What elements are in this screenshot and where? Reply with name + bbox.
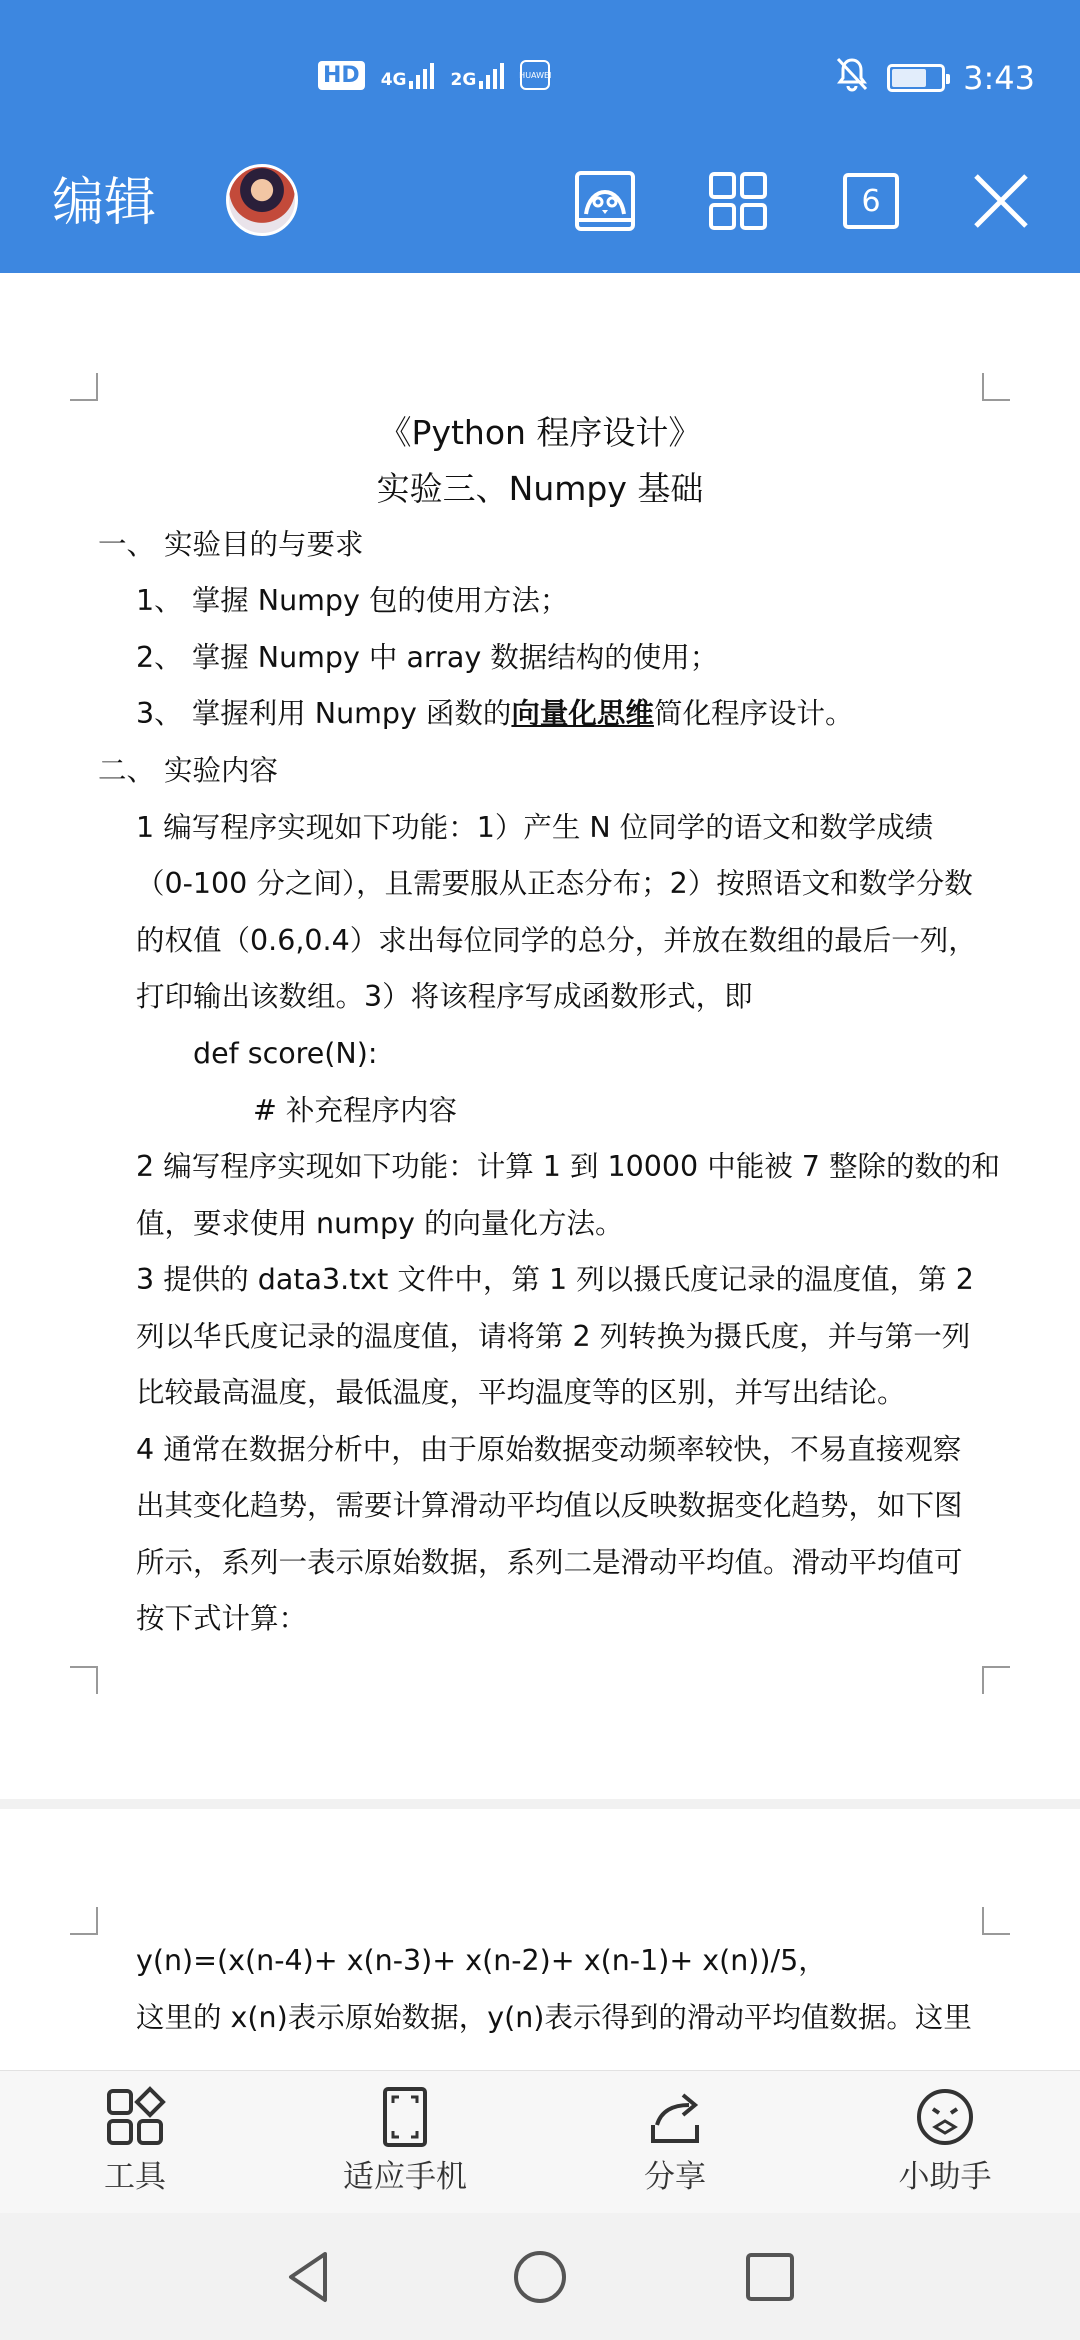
tools-icon (103, 2085, 167, 2149)
paragraph-line: 按下式计算： (136, 1602, 308, 1635)
crop-mark (70, 373, 98, 401)
list-item: 1、 掌握 Numpy 包的使用方法； (136, 584, 569, 617)
code-comment: # 补充程序内容 (253, 1094, 457, 1127)
section-heading: 一、 实验目的与要求 (98, 528, 364, 561)
avatar[interactable] (226, 164, 298, 236)
list-item-text: 简化程序设计。 (653, 697, 854, 730)
document-view[interactable] (0, 273, 1080, 2070)
bird-icon[interactable] (572, 168, 638, 234)
signal-2g (450, 61, 504, 89)
signal-bars-icon (409, 61, 434, 89)
crop-mark (70, 1666, 98, 1694)
crop-mark (70, 1907, 98, 1935)
share-label: 分享 (644, 2159, 706, 2195)
clock: 3:43 (963, 59, 1035, 97)
crop-mark (982, 1907, 1010, 1935)
doc-subtitle: 实验三、Numpy 基础 (376, 469, 704, 508)
assistant-icon (913, 2085, 977, 2149)
paragraph-line: 的权值（0.6,0.4）求出每位同学的总分，并放在数组的最后一列， (136, 924, 977, 957)
document-page (0, 273, 1080, 1799)
code-line: def score(N): (193, 1037, 378, 1070)
paragraph-line: （0-100 分之间），且需要服从正态分布；2）按照语文和数学分数 (136, 867, 973, 900)
grid-icon[interactable] (705, 168, 771, 234)
huawei-icon: HUAWEI (520, 60, 550, 90)
paragraph-line: 3 提供的 data3.txt 文件中，第 1 列以摄氏度记录的温度值，第 2 (136, 1263, 974, 1296)
doc-title: 《Python 程序设计》 (378, 413, 702, 452)
recents-icon[interactable] (740, 2247, 800, 2307)
network-indicators (318, 60, 550, 90)
paragraph-line: 打印输出该数组。3）将该程序写成函数形式，即 (136, 980, 753, 1013)
fit-phone-label: 适应手机 (343, 2159, 467, 2195)
back-icon[interactable] (280, 2247, 340, 2307)
paragraph-line: 列以华氏度记录的温度值，请将第 2 列转换为摄氏度，并与第一列 (136, 1320, 971, 1353)
paragraph-line: 所示，系列一表示原始数据，系列二是滑动平均值。滑动平均值可 (136, 1546, 963, 1579)
home-icon[interactable] (510, 2247, 570, 2307)
paragraph-line: 出其变化趋势，需要计算滑动平均值以反映数据变化趋势，如下图 (136, 1489, 963, 1522)
assistant-label: 小助手 (898, 2159, 992, 2195)
paragraph-line: 1 编写程序实现如下功能：1）产生 N 位同学的语文和数学成绩 (136, 811, 934, 844)
share-button[interactable] (575, 2085, 775, 2197)
formula-line: y(n)=(x(n-4)+ x(n-3)+ x(n-2)+ x(n-1)+ x(n))/5， (136, 1944, 827, 1977)
assistant-button[interactable] (845, 2085, 1045, 2197)
bottom-toolbar (0, 2070, 1080, 2213)
network-label-4g: 4G (380, 70, 407, 90)
document-page (0, 1809, 1080, 2070)
page-count-button[interactable] (838, 168, 904, 234)
list-item (136, 694, 853, 734)
paragraph-line: 值，要求使用 numpy 的向量化方法。 (136, 1207, 624, 1240)
paragraph-line: 比较最高温度，最低温度，平均温度等的区别，并写出结论。 (136, 1376, 906, 1409)
share-icon (643, 2085, 707, 2149)
crop-mark (982, 373, 1010, 401)
list-item: 2、 掌握 Numpy 中 array 数据结构的使用； (136, 641, 719, 674)
paragraph-line: 4 通常在数据分析中，由于原始数据变动频率较快，不易直接观察 (136, 1433, 962, 1466)
edit-button[interactable]: 编辑 (52, 173, 157, 233)
network-label-2g: 2G (450, 70, 477, 90)
mute-icon (835, 56, 869, 100)
signal-4g (381, 61, 435, 89)
battery-icon (887, 64, 945, 92)
app-bar (0, 150, 1080, 273)
fit-phone-button[interactable] (305, 2085, 505, 2197)
list-item-text: 3、 掌握利用 Numpy 函数的 (136, 697, 512, 730)
fit-screen-icon (373, 2085, 437, 2149)
paragraph-line: 2 编写程序实现如下功能：计算 1 到 10000 中能被 7 整除的数的和 (136, 1150, 1000, 1183)
status-right (835, 56, 1035, 100)
paragraph-line: 这里的 x(n)表示原始数据，y(n)表示得到的滑动平均值数据。这里 (136, 2001, 972, 2034)
navigation-bar (0, 2213, 1080, 2340)
page-count: 6 (843, 173, 899, 229)
tools-button[interactable] (35, 2085, 235, 2197)
signal-bars-icon (479, 61, 504, 89)
hd-badge: HD (318, 61, 365, 90)
section-heading: 二、 实验内容 (98, 754, 279, 787)
close-icon[interactable] (968, 168, 1034, 234)
tools-label: 工具 (104, 2159, 166, 2195)
status-bar (0, 0, 1080, 150)
emphasis-text: 向量化思维 (511, 697, 654, 730)
crop-mark (982, 1666, 1010, 1694)
